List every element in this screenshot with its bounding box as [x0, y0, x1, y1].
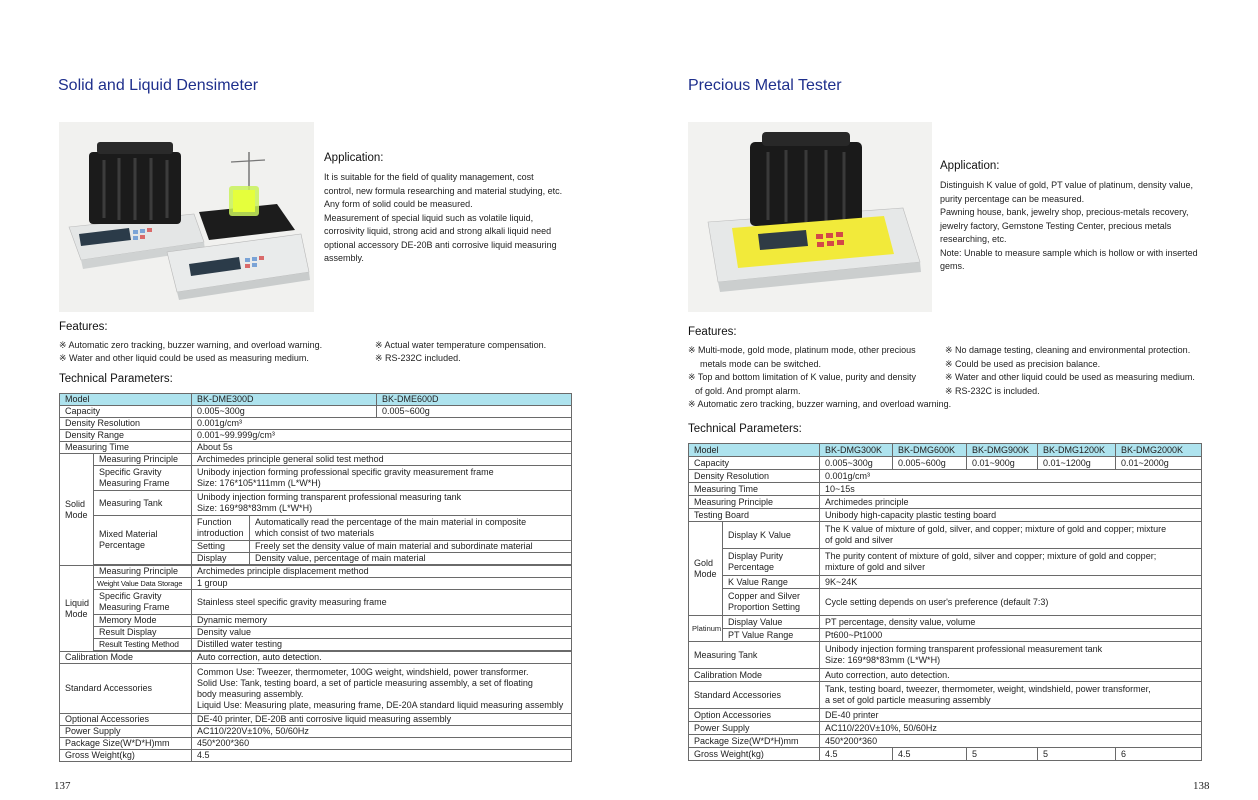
- application-line: researching, etc.: [940, 234, 1007, 244]
- feature-item: ※ Actual water temperature compensation.: [375, 340, 547, 350]
- table-row: Density Range 0.001~99.999g/cm³: [60, 430, 572, 442]
- table-row: Liquid Mode Measuring Principle Archimedes principle displacement method: [60, 566, 572, 578]
- application-line: corrosivity liquid, strong acid and strong alkali liquid need: [324, 226, 552, 236]
- application-line: Note: Unable to measure sample which is hollow or with inserted: [940, 247, 1198, 258]
- table-row: Solid Mode Measuring Principle Archimedes principle general solid test method: [60, 454, 572, 466]
- application-line: purity percentage can be measured.: [940, 193, 1085, 204]
- table-row: Gross Weight(kg) 4.5 4.5 5 5 6: [689, 748, 1202, 761]
- application-line: Distinguish K value of gold, PT value of platinum, density value,: [940, 180, 1193, 190]
- table-row: Platinum Display Value PT percentage, density value, volume: [689, 616, 1202, 629]
- table-row: Capacity 0.005~300g 0.005~600g: [60, 406, 572, 418]
- table-row: Measuring Time About 5s: [60, 442, 572, 454]
- features-heading: Features:: [688, 326, 737, 338]
- table-row: Model BK-DME300D BK-DME600D: [60, 394, 572, 406]
- table-row: Specific Gravity Measuring Frame Stainless steel specific gravity measuring frame: [60, 590, 572, 615]
- application-line: Any form of solid could be measured.: [324, 199, 473, 209]
- application-line: Measurement of special liquid such as volatile liquid,: [324, 212, 534, 223]
- table-row: Result Display Density value: [60, 627, 572, 639]
- product-photo-densimeter: [59, 122, 314, 312]
- table-row: Density Resolution 0.001g/cm³: [60, 418, 572, 430]
- table-row: PT Value Range Pt600~Pt1000: [689, 629, 1202, 642]
- table-row: Display Density value, percentage of main material: [60, 553, 572, 565]
- feature-item: ※ Could be used as precision balance.: [945, 358, 1101, 369]
- spec-table-densimeter: [59, 393, 572, 762]
- feature-list-col1: [688, 344, 951, 412]
- page-number: 137: [54, 780, 71, 792]
- table-row: Mixed Material Percentage Function introduction Automatically read the percentage of the main material in composite which consist of two materials: [60, 516, 572, 541]
- table-row: Capacity 0.005~300g 0.005~600g 0.01~900g 0.01~1200g 0.01~2000g: [689, 457, 1202, 470]
- table-row: Package Size(W*D*H)mm 450*200*360: [689, 735, 1202, 748]
- table-row: Memory Mode Dynamic memory: [60, 615, 572, 627]
- feature-item: ※ Automatic zero tracking, buzzer warning, and overload warning.: [59, 340, 323, 350]
- application-line: Pawning house, bank, jewelry shop, precious-metals recovery,: [940, 207, 1189, 217]
- feature-list-col2: [945, 344, 1195, 398]
- application-text: [940, 179, 1198, 274]
- application-line: optional accessory DE-20B anti corrosive liquid measuring: [324, 239, 557, 250]
- page-title: Solid and Liquid Densimeter: [58, 77, 259, 94]
- table-row: Power Supply AC110/220V±10%, 50/60Hz: [60, 726, 572, 738]
- table-row: Result Testing Method Distilled water testing: [60, 639, 572, 651]
- table-row: Copper and Silver Proportion Setting Cycle setting depends on user's preference (default 7:3): [689, 589, 1202, 616]
- table-row: K Value Range 9K~24K: [689, 576, 1202, 589]
- application-text: [324, 171, 562, 266]
- table-row: Standard Accessories Common Use: Tweezer, thermometer, 100G weight, windshield, power transformer. Solid Use: Tank, testing board, a set of particle measuring assembly, a set of floating body measuring assembly. Liquid Use: Measuring plate, measuring frame, DE-20A standard liquid measuring assembly: [60, 664, 572, 714]
- table-row: Measuring Tank Unibody injection forming transparent professional measurement tank Size: 169*98*83mm (L*W*H): [689, 642, 1202, 669]
- table-row: Calibration Mode Auto correction, auto detection.: [60, 652, 572, 664]
- table-row: Specific Gravity Measuring Frame Unibody injection forming professional specific gravity measurement frame Size: 176*105*111mm (L*W*H): [60, 466, 572, 491]
- table-row: Calibration Mode Auto correction, auto detection.: [689, 669, 1202, 682]
- page-right: [629, 0, 1258, 800]
- table-row: Setting Freely set the density value of main material and subordinate material: [60, 541, 572, 553]
- application-line: gems.: [940, 261, 965, 271]
- feature-item: ※ RS-232C included.: [375, 353, 461, 363]
- feature-item: of gold. And prompt alarm.: [695, 385, 801, 396]
- page-title: Precious Metal Tester: [688, 77, 842, 94]
- feature-item: ※ Water and other liquid could be used as measuring medium.: [945, 372, 1195, 382]
- table-row: Model BK-DMG300K BK-DMG600K BK-DMG900K BK-DMG1200K BK-DMG2000K: [689, 444, 1202, 457]
- table-row: Optional Accessories DE-40 printer, DE-20B anti corrosive liquid measuring assembly: [60, 714, 572, 726]
- page-number: 138: [1193, 780, 1210, 792]
- table-row: Measuring Tank Unibody injection forming transparent professional measuring tank Size: 169*98*83mm (L*W*H): [60, 491, 572, 516]
- table-row: Package Size(W*D*H)mm 450*200*360: [60, 738, 572, 750]
- application-heading: Application:: [940, 160, 1000, 172]
- table-row: Standard Accessories Tank, testing board, tweezer, thermometer, weight, windshield, power transformer, a set of gold particle measuring assembly: [689, 682, 1202, 709]
- features-heading: Features:: [59, 321, 108, 333]
- feature-item: ※ No damage testing, cleaning and environmental protection.: [945, 345, 1191, 355]
- product-photo-precious-metal-tester: [688, 122, 932, 312]
- table-row: Gross Weight(kg) 4.5: [60, 750, 572, 762]
- spec-table-precious-metal: [688, 443, 1202, 761]
- feature-item: metals mode can be switched.: [700, 358, 822, 369]
- feature-item: ※ Top and bottom limitation of K value, purity and density: [688, 372, 917, 382]
- feature-item: ※ RS-232C is included.: [945, 385, 1040, 396]
- feature-item: ※ Multi-mode, gold mode, platinum mode, other precious: [688, 345, 916, 355]
- table-row: Measuring Principle Archimedes principle: [689, 496, 1202, 509]
- table-row: Measuring Time 10~15s: [689, 483, 1202, 496]
- table-row: Gold Mode Display K Value The K value of mixture of gold, silver, and copper; mixture of gold and copper; mixture of gold and silver: [689, 522, 1202, 549]
- technical-parameters-heading: Technical Parameters:: [688, 423, 802, 435]
- technical-parameters-heading: Technical Parameters:: [59, 373, 173, 385]
- table-row: Power Supply AC110/220V±10%, 50/60Hz: [689, 722, 1202, 735]
- table-row: Testing Board Unibody high-capacity plastic testing board: [689, 509, 1202, 522]
- feature-item: ※ Automatic zero tracking, buzzer warning, and overload warning.: [688, 399, 952, 409]
- feature-item: ※ Water and other liquid could be used as measuring medium.: [59, 353, 309, 363]
- application-heading: Application:: [324, 152, 384, 164]
- application-line: assembly.: [324, 253, 364, 263]
- application-line: jewelry factory, Gemstone Testing Center, precious metals: [940, 220, 1172, 231]
- application-line: It is suitable for the field of quality management, cost: [324, 172, 534, 182]
- table-row: Option Accessories DE-40 printer: [689, 709, 1202, 722]
- table-row: Weight Value Data Storage 1 group: [60, 578, 572, 590]
- table-row: Density Resolution 0.001g/cm³: [689, 470, 1202, 483]
- application-line: control, new formula researching and material studying, etc.: [324, 185, 563, 196]
- table-row: Display Purity Percentage The purity content of mixture of gold, silver and copper; mixture of gold and copper; mixture of gold and silver: [689, 549, 1202, 576]
